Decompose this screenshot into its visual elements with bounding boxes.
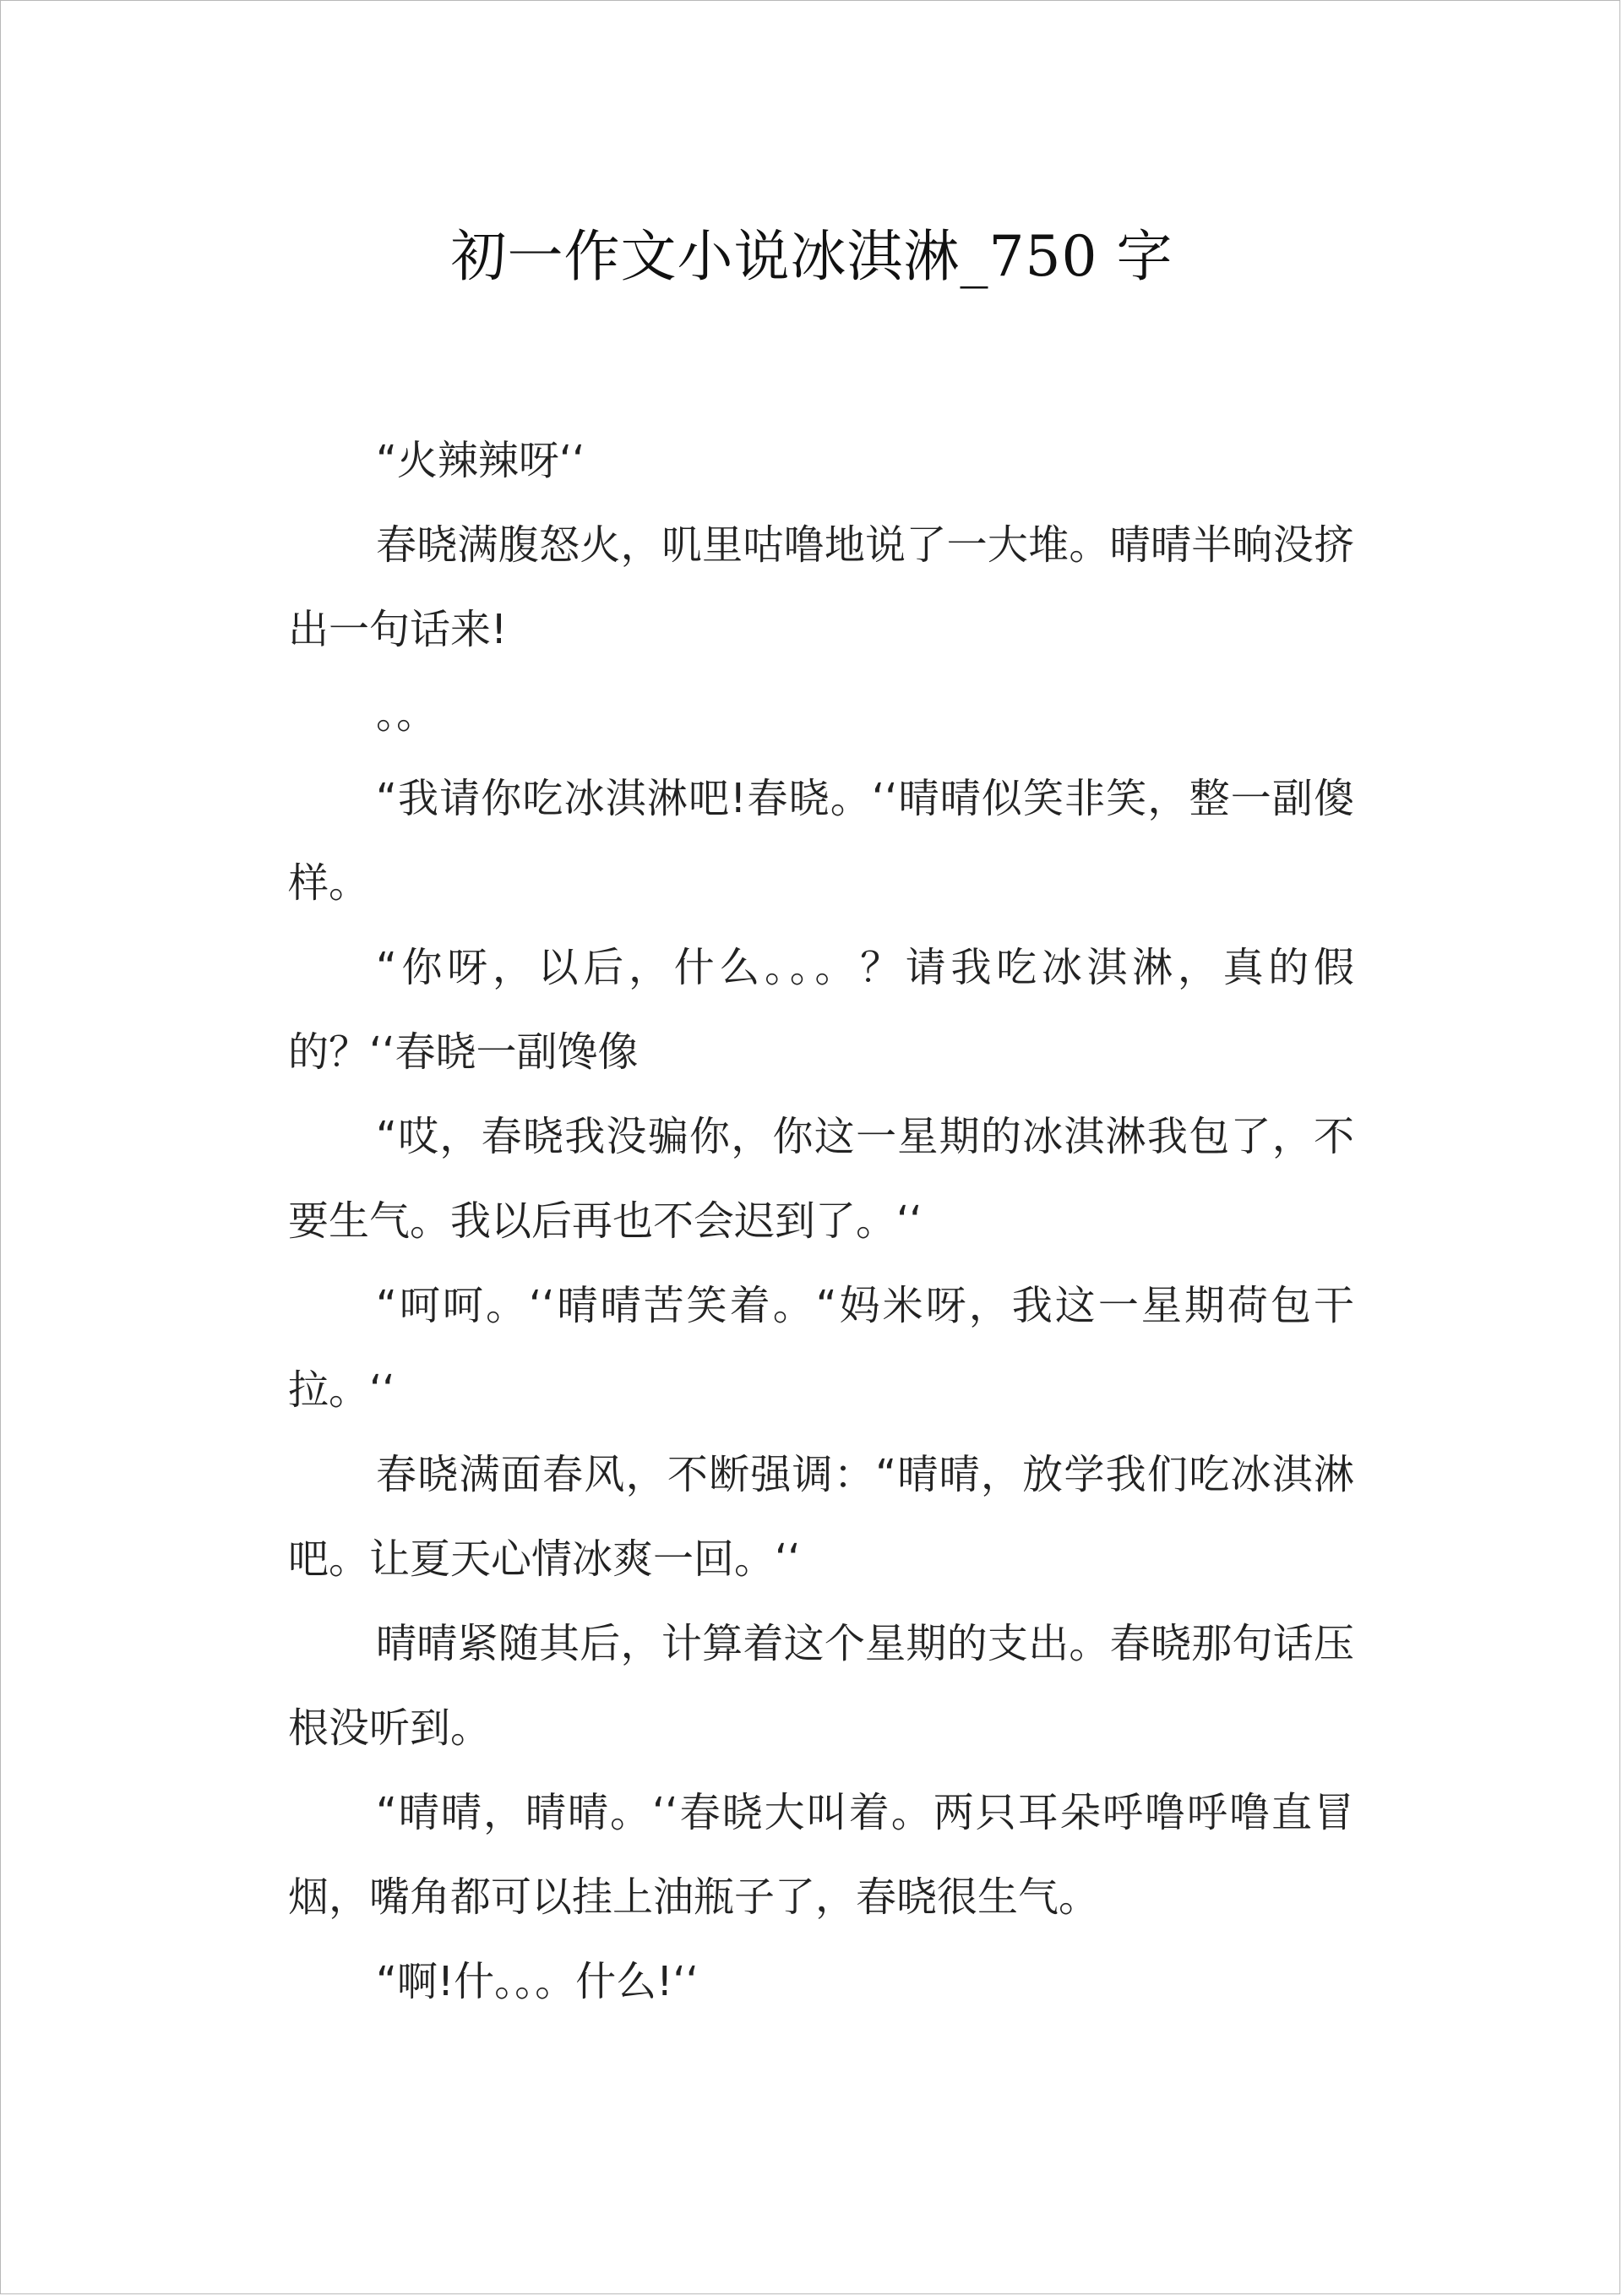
paragraph: 春晓满面春风，不断强调：“晴晴，放学我们吃冰淇淋吧。让夏天心情冰爽一回。‘‘ xyxy=(288,1451,1354,1583)
paragraph: 晴晴紧随其后，计算着这个星期的支出。春晓那句话压根没听到。 xyxy=(288,1620,1354,1752)
paragraph: “你呀，以后，什么。。。？请我吃冰淇淋，真的假的？‘‘春晓一副馋像 xyxy=(288,944,1354,1076)
document-body xyxy=(288,418,1354,2024)
paragraph: “哎，春晓我没骗你，你这一星期的冰淇淋我包了，不要生气。我以后再也不会迟到了。‘‘ xyxy=(288,1113,1354,1245)
paragraph: 春晓满腹怒火，叽里咕噜地说了一大堆。晴晴半晌没挤出一句话来! xyxy=(288,521,1354,653)
paragraph: “火辣辣呀‘‘ xyxy=(376,437,585,484)
paragraph: 。。 xyxy=(376,690,438,738)
paragraph: “晴晴，晴晴。‘‘春晓大叫着。两只耳朵呼噜呼噜直冒烟，嘴角都可以挂上油瓶子了，春晓很生气。 xyxy=(288,1789,1354,1921)
paragraph: “我请你吃冰淇淋吧!春晓。‘‘晴晴似笑非笑，整一副傻样。 xyxy=(288,775,1354,907)
document-title: 初一作文小说冰淇淋_750 字 xyxy=(450,224,1173,289)
paragraph: “啊!什。。。什么!‘‘ xyxy=(376,1958,699,2005)
paragraph: “呵呵。‘‘晴晴苦笑着。“妈米呀，我这一星期荷包干拉。‘‘ xyxy=(288,1282,1354,1414)
